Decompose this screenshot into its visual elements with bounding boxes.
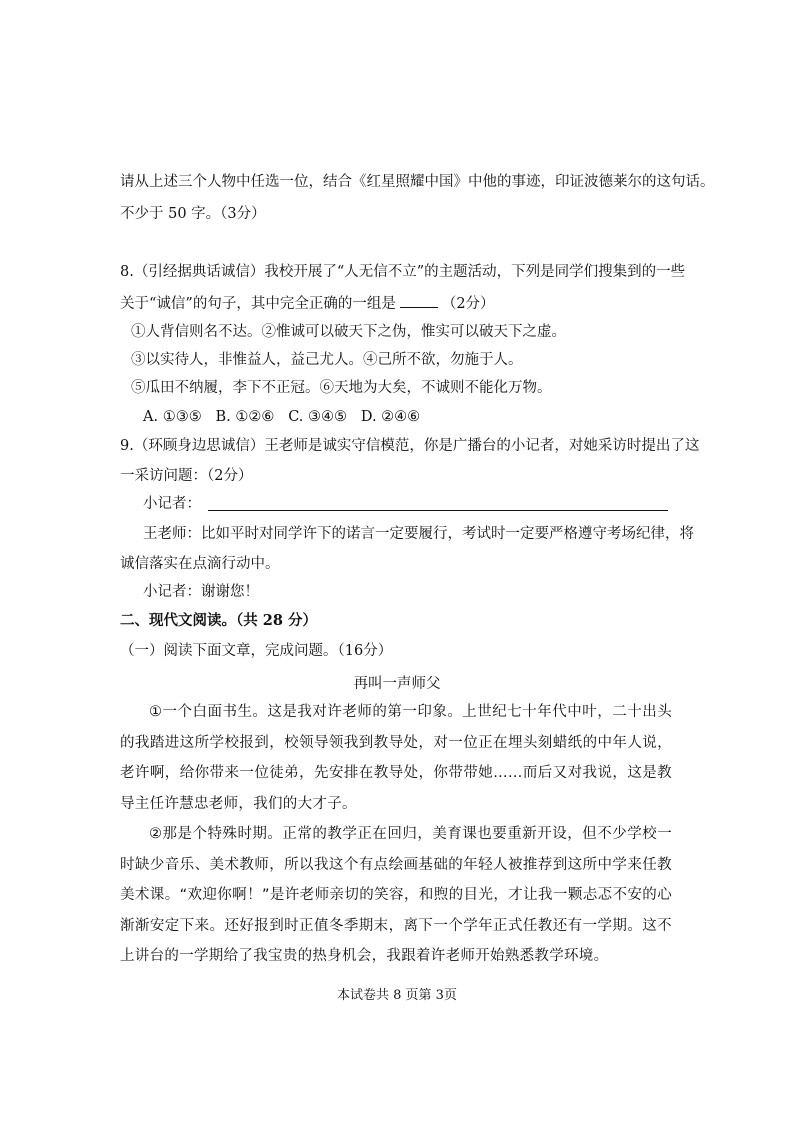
essay-title: 再叫一声师父 xyxy=(353,676,441,692)
q8-sentence-group-3: ⑤瓜田不纳履，李下不正冠。⑥天地为大矣，不诚则不能化万物。 xyxy=(131,380,552,396)
intro-line-2: 不少于 50 字。（3分） xyxy=(120,206,266,222)
essay-paragraph-1: ①一个白面书生。这是我对许老师的第一印象。上世纪七十年代中叶，二十出头的我踏进这所学校报到，校领导领我到教导处，对一位正在埋头刻蜡纸的中年人说，老许啊，给你带来一位徒弟，先安排在教导处，你带带她……而后又对我说，这是教导主任许慧忠老师，我们的大才子。 xyxy=(120,704,672,812)
q8-answer-blank[interactable] xyxy=(400,293,438,308)
essay-paragraph-2: ②那是个特殊时期。正常的教学正在回归，美育课也要重新开设，但不少学校一时缺少音乐、美术教师，所以我这个有点绘画基础的年轻人被推荐到这所中学来任教美术课。“欢迎你啊！”是许老师亲切的笑容，和煦的目光，才让我一颗忐忑不安的心渐渐安定下来。还好报到时正值冬季期末，离下一个学年正式任教还有一学期。这不上讲台的一学期给了我宝贵的热身机会，我跟着许老师开始熟悉教学环境。 xyxy=(120,826,672,964)
q8-stem-line-1: 8.（引经据典话诚信）我校开展了“人无信不立”的主题活动，下列是同学们搜集到的一些 xyxy=(120,264,686,280)
q8-sentence-group-2: ③以实待人，非惟益人，益己尤人。④己所不欲，勿施于人。 xyxy=(131,352,523,368)
q9-teacher-line-1: 王老师：比如平时对同学许下的诺言一定要履行，考试时一定要严格遵守考场纪律，将 xyxy=(143,526,694,542)
essay-body xyxy=(120,697,672,972)
q9-teacher-line-2: 诚信落实在点滴行动中。 xyxy=(120,556,280,572)
section-subheading: （一）阅读下面文章，完成问题。（16分） xyxy=(120,643,393,659)
q9-stem-line-2: 一采访问题：（2分） xyxy=(120,468,253,484)
q8-stem-line-2 xyxy=(120,293,495,314)
section-heading: 二、现代文阅读。（共 28 分） xyxy=(120,612,318,629)
q9-reporter-answer-line[interactable] xyxy=(208,510,668,511)
q9-reporter-thanks: 小记者：谢谢您！ xyxy=(143,584,259,600)
page-footer: 本试卷共 8 页第 3页 xyxy=(337,988,457,1003)
intro-line-1: 请从上述三个人物中任选一位，结合《红星照耀中国》中他的事迹，印证波德莱尔的这句话。 xyxy=(120,174,715,190)
q8-sentence-group-1: ①人背信则名不达。②惟诚可以破天下之伪，惟实可以破天下之虚。 xyxy=(131,324,566,340)
q8-choices: A. ①③⑤ B. ①②⑥ C. ③④⑤ D. ②④⑥ xyxy=(143,409,421,425)
q9-reporter-label: 小记者： xyxy=(143,496,201,512)
q8-score: （2分） xyxy=(441,296,495,312)
q8-stem-text: 关于“诚信”的句子，其中完全正确的一组是 xyxy=(120,296,396,312)
q9-stem-line-1: 9.（环顾身边思诚信）王老师是诚实守信模范，你是广播台的小记者，对她采访时提出了这 xyxy=(120,438,700,454)
